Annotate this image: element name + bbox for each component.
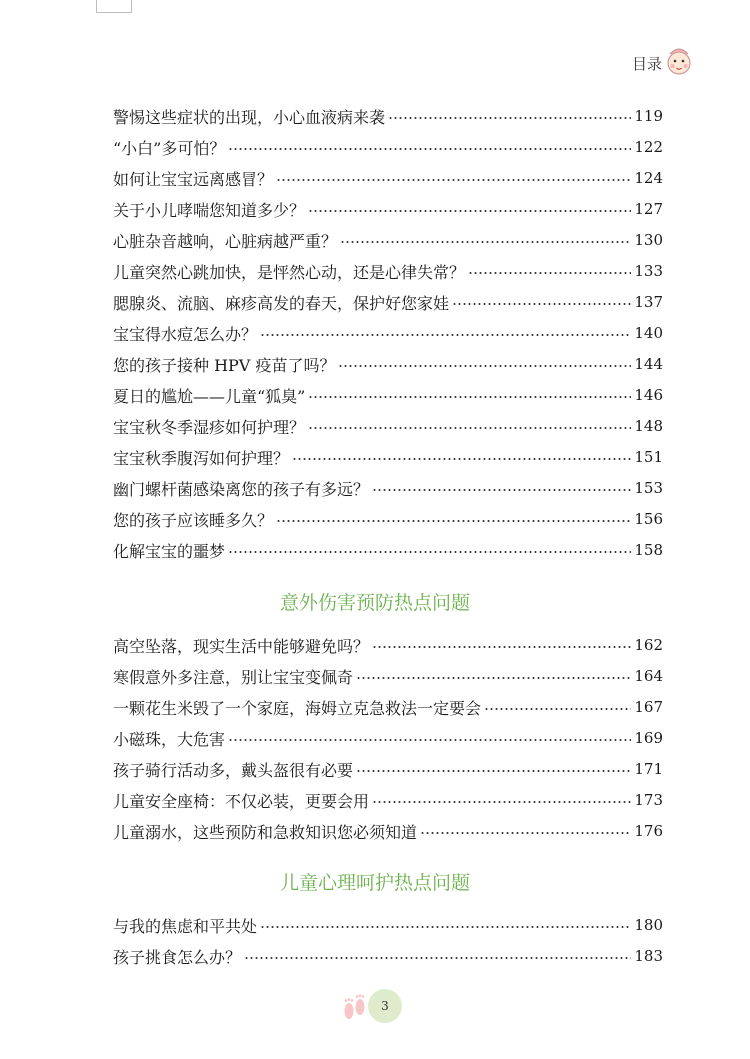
toc-entry[interactable]: [113, 321, 663, 345]
toc-entry-title: 儿童溺水，这些预防和急救知识您必须知道: [113, 822, 418, 842]
toc-entry[interactable]: [113, 913, 663, 937]
toc-entry-page: 158: [634, 541, 663, 559]
toc-entry-title: 宝宝得水痘怎么办？: [113, 324, 258, 344]
dot-leader: [338, 365, 631, 367]
toc-entry-title: 儿童安全座椅：不仅必装，更要会用: [113, 791, 370, 811]
dot-leader: [228, 148, 631, 150]
toc-entry-page: 144: [634, 355, 663, 373]
toc-entry-title: 您的孩子接种 HPV 疫苗了吗？: [113, 355, 336, 375]
toc-entry[interactable]: [113, 197, 663, 221]
toc-entry[interactable]: [113, 290, 663, 314]
toc-entry-title: 寒假意外多注意，别让宝宝变佩奇: [113, 667, 354, 687]
dot-leader: [308, 210, 631, 212]
toc-entry-title: 关于小儿哮喘您知道多少？: [113, 200, 306, 220]
toc-entry-page: 127: [634, 200, 663, 218]
toc-entry-page: 124: [634, 169, 663, 187]
dot-leader: [420, 832, 631, 834]
toc-entry-page: 164: [634, 667, 663, 685]
toc-entry-title: 警惕这些症状的出现，小心血液病来袭: [113, 107, 386, 127]
toc-entry-title: 宝宝秋季腹泻如何护理？: [113, 448, 290, 468]
baby-face-icon: [664, 44, 694, 80]
toc-entry-title: 孩子挑食怎么办？: [113, 947, 242, 967]
toc-entry[interactable]: [113, 445, 663, 469]
toc-entry-title: 一颗花生米毁了一个家庭，海姆立克急救法一定要会: [113, 698, 482, 718]
dot-leader: [372, 801, 631, 803]
toc-entry[interactable]: [113, 352, 663, 376]
section-heading: 儿童心理呵护热点问题: [279, 872, 470, 894]
toc-entry-page: 151: [634, 448, 663, 466]
toc-entry-page: 171: [634, 760, 663, 778]
toc-entry[interactable]: [113, 259, 663, 283]
toc-entry-page: 130: [634, 231, 663, 249]
toc-entry-page: 180: [634, 916, 663, 934]
dot-leader: [260, 334, 631, 336]
toc-entry[interactable]: [113, 695, 663, 719]
toc-entry[interactable]: [113, 228, 663, 252]
toc-entry-title: “小白”多可怕？: [113, 138, 226, 158]
toc-entry-page: 162: [634, 636, 663, 654]
toc-entry-title: 宝宝秋冬季湿疹如何护理？: [113, 417, 306, 437]
dot-leader: [260, 926, 631, 928]
toc-entry-title: 高空坠落，现实生活中能够避免吗？: [113, 636, 370, 656]
toc-entry-title: 夏日的尴尬——儿童“狐臭”: [113, 386, 306, 406]
dot-leader: [340, 241, 631, 243]
toc-entry[interactable]: [113, 507, 663, 531]
toc-entry-page: 173: [634, 791, 663, 809]
toc-entry-page: 137: [634, 293, 663, 311]
dot-leader: [452, 303, 631, 305]
toc-entry[interactable]: [113, 414, 663, 438]
dot-leader: [308, 427, 631, 429]
toc-entry-page: 148: [634, 417, 663, 435]
toc-entry-page: 122: [634, 138, 663, 156]
toc-entry-title: 与我的焦虑和平共处: [113, 916, 258, 936]
dot-leader: [372, 646, 631, 648]
toc-entry-title: 您的孩子应该睡多久？: [113, 510, 274, 530]
toc-entry-title: 孩子骑行活动多，戴头盔很有必要: [113, 760, 354, 780]
dot-leader: [292, 458, 631, 460]
dot-leader: [276, 179, 631, 181]
toc-entry-title: 幽门螺杆菌感染离您的孩子有多远？: [113, 479, 370, 499]
toc-entry-title: 小磁珠，大危害: [113, 729, 226, 749]
toc-entry-page: 119: [634, 107, 663, 125]
toc-entry[interactable]: [113, 944, 663, 968]
toc-entry[interactable]: [113, 166, 663, 190]
toc-entry[interactable]: [113, 104, 663, 128]
dot-leader: [228, 739, 631, 741]
toc-entry-page: 156: [634, 510, 663, 528]
dot-leader: [468, 272, 631, 274]
header-title: 目录: [632, 55, 663, 73]
dot-leader: [228, 551, 631, 553]
page-footer: [340, 985, 410, 1035]
dot-leader: [388, 117, 631, 119]
toc-entry[interactable]: [113, 726, 663, 750]
toc-entry[interactable]: [113, 788, 663, 812]
toc-entry[interactable]: [113, 757, 663, 781]
baby-feet-icon: [340, 991, 370, 1025]
crop-mark: [96, 0, 132, 13]
page-number: 3: [368, 989, 402, 1023]
toc-entry[interactable]: [113, 633, 663, 657]
toc-entry-page: 133: [634, 262, 663, 280]
toc-entry-page: 169: [634, 729, 663, 747]
dot-leader: [244, 957, 631, 959]
toc-entry[interactable]: [113, 135, 663, 159]
toc-entry-page: 183: [634, 947, 663, 965]
toc-entry-page: 153: [634, 479, 663, 497]
dot-leader: [276, 520, 631, 522]
toc-entry-title: 腮腺炎、流脑、麻疹高发的春天，保护好您家娃: [113, 293, 450, 313]
toc-entry-page: 140: [634, 324, 663, 342]
toc-entry-title: 化解宝宝的噩梦: [113, 541, 226, 561]
toc-entry[interactable]: [113, 476, 663, 500]
toc-entry[interactable]: [113, 383, 663, 407]
toc-entry[interactable]: [113, 538, 663, 562]
section-heading: 意外伤害预防热点问题: [279, 592, 470, 614]
dot-leader: [484, 708, 631, 710]
toc-entry-page: 176: [634, 822, 663, 840]
toc-entry-title: 心脏杂音越响，心脏病越严重？: [113, 231, 338, 251]
dot-leader: [356, 677, 631, 679]
dot-leader: [356, 770, 631, 772]
toc-entry-page: 146: [634, 386, 663, 404]
toc-entry-title: 儿童突然心跳加快，是怦然心动，还是心律失常？: [113, 262, 466, 282]
dot-leader: [308, 396, 631, 398]
toc-entry-title: 如何让宝宝远离感冒？: [113, 169, 274, 189]
toc-entry[interactable]: [113, 664, 663, 688]
toc-entry-page: 167: [634, 698, 663, 716]
dot-leader: [372, 489, 631, 491]
toc-entry[interactable]: [113, 819, 663, 843]
